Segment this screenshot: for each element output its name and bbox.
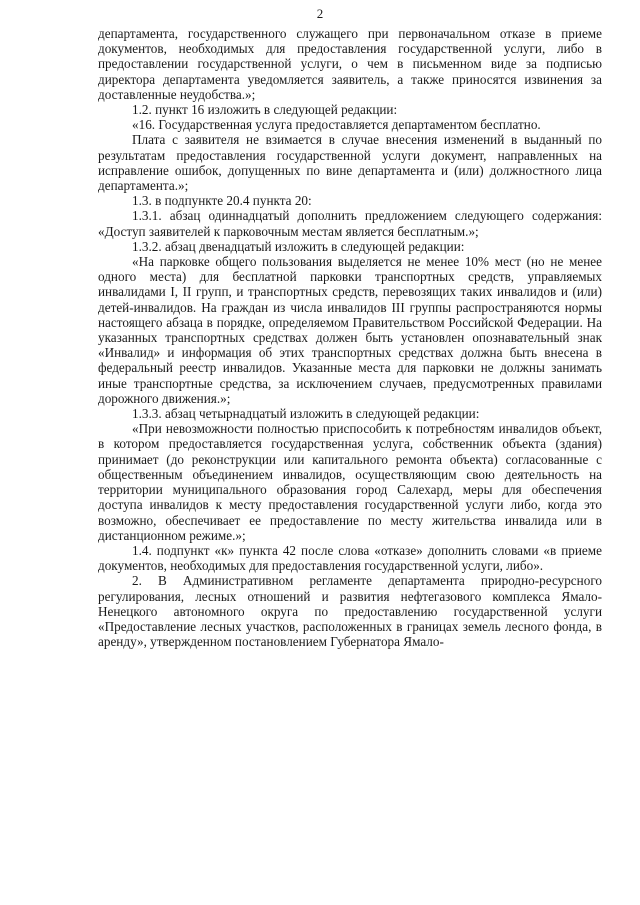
- page-number: 2: [316, 6, 324, 21]
- document-body: [98, 26, 602, 649]
- paragraph-accessibility-text: «При невозможности полностью приспособить к потребностям инвалидов объект, в котором предоставляется государственная услуга, собственник объекта (здания) принимает (до реконструкции или капитального ремонта объекта) согласованные с общественным объединением инвалидов, осуществляющим свою деятельность на территории муниципального образования город Салехард, меры для обеспечения доступа инвалидов к месту предоставления государственной услуги либо, когда это возможно, обеспечивает ее предоставление по месту жительства инвалида или в дистанционном режиме.»;: [98, 421, 602, 543]
- paragraph-item-1-3-2: 1.3.2. абзац двенадцатый изложить в следующей редакции:: [132, 238, 465, 254]
- paragraph-item-1-3: 1.3. в подпункте 20.4 пункта 20:: [132, 193, 312, 209]
- paragraph-fee-exemption: Плата с заявителя не взимается в случае внесения изменений в выданный по результатам предоставления государственной услуги документ, направленных на исправление ошибок, допущенных по вине департамента и (или) должностного лица департамента.»;: [98, 132, 602, 194]
- paragraph-point-16: «16. Государственная услуга предоставляется департаментом бесплатно.: [132, 117, 541, 133]
- paragraph-parking-text: «На парковке общего пользования выделяется не менее 10% мест (но не менее одного места) для бесплатной парковки транспортных средств, управляемых инвалидами I, II групп, и транспортных средств, перевозящих таких инвалидов и (или) детей-инвалидов. На граждан из числа инвалидов III группы распространяются нормы настоящего абзаца в порядке, определяемом Правительством Российской Федерации. На указанных транспортных средствах должен быть установлен опознавательный знак «Инвалид» и информация об этих транспортных средствах должна быть внесена в федеральный реестр инвалидов. Указанные места для парковки не должны занимать иные транспортные средства, за исключением случаев, предусмотренных правилами дорожного движения.»;: [98, 254, 602, 406]
- paragraph-item-1-3-3: 1.3.3. абзац четырнадцатый изложить в следующей редакции:: [132, 406, 480, 422]
- paragraph-item-1-3-1: 1.3.1. абзац одиннадцатый дополнить предложением следующего содержания: «Доступ заявителей к парковочным местам является бесплатным.»;: [98, 208, 602, 239]
- paragraph-item-2: 2. В Административном регламенте департамента природно-ресурсного регулирования, лесных отношений и развития нефтегазового комплекса Ямало-Ненецкого автономного округа по предоставлению государственной услуги «Предоставление лесных участков, расположенных в границах земель лесного фонда, в аренду», утвержденном постановлением Губернатора Ямало-: [98, 573, 602, 650]
- paragraph-item-1-4: 1.4. подпункт «к» пункта 42 после слова «отказе» дополнить словами «в приеме документов, необходимых для предоставления государственной услуги, либо».: [98, 542, 602, 574]
- paragraph-item-1-2: 1.2. пункт 16 изложить в следующей редакции:: [132, 102, 398, 118]
- paragraph-continuation: департамента, государственного служащего при первоначальном отказе в приеме документов, необходимых для предоставления государственной услуги, либо в предоставлении государственной услуги, о чем в письменном виде за подписью директора департамента уведомляется заявитель, а также приносятся извинения за доставленные неудобства.»;: [98, 26, 602, 102]
